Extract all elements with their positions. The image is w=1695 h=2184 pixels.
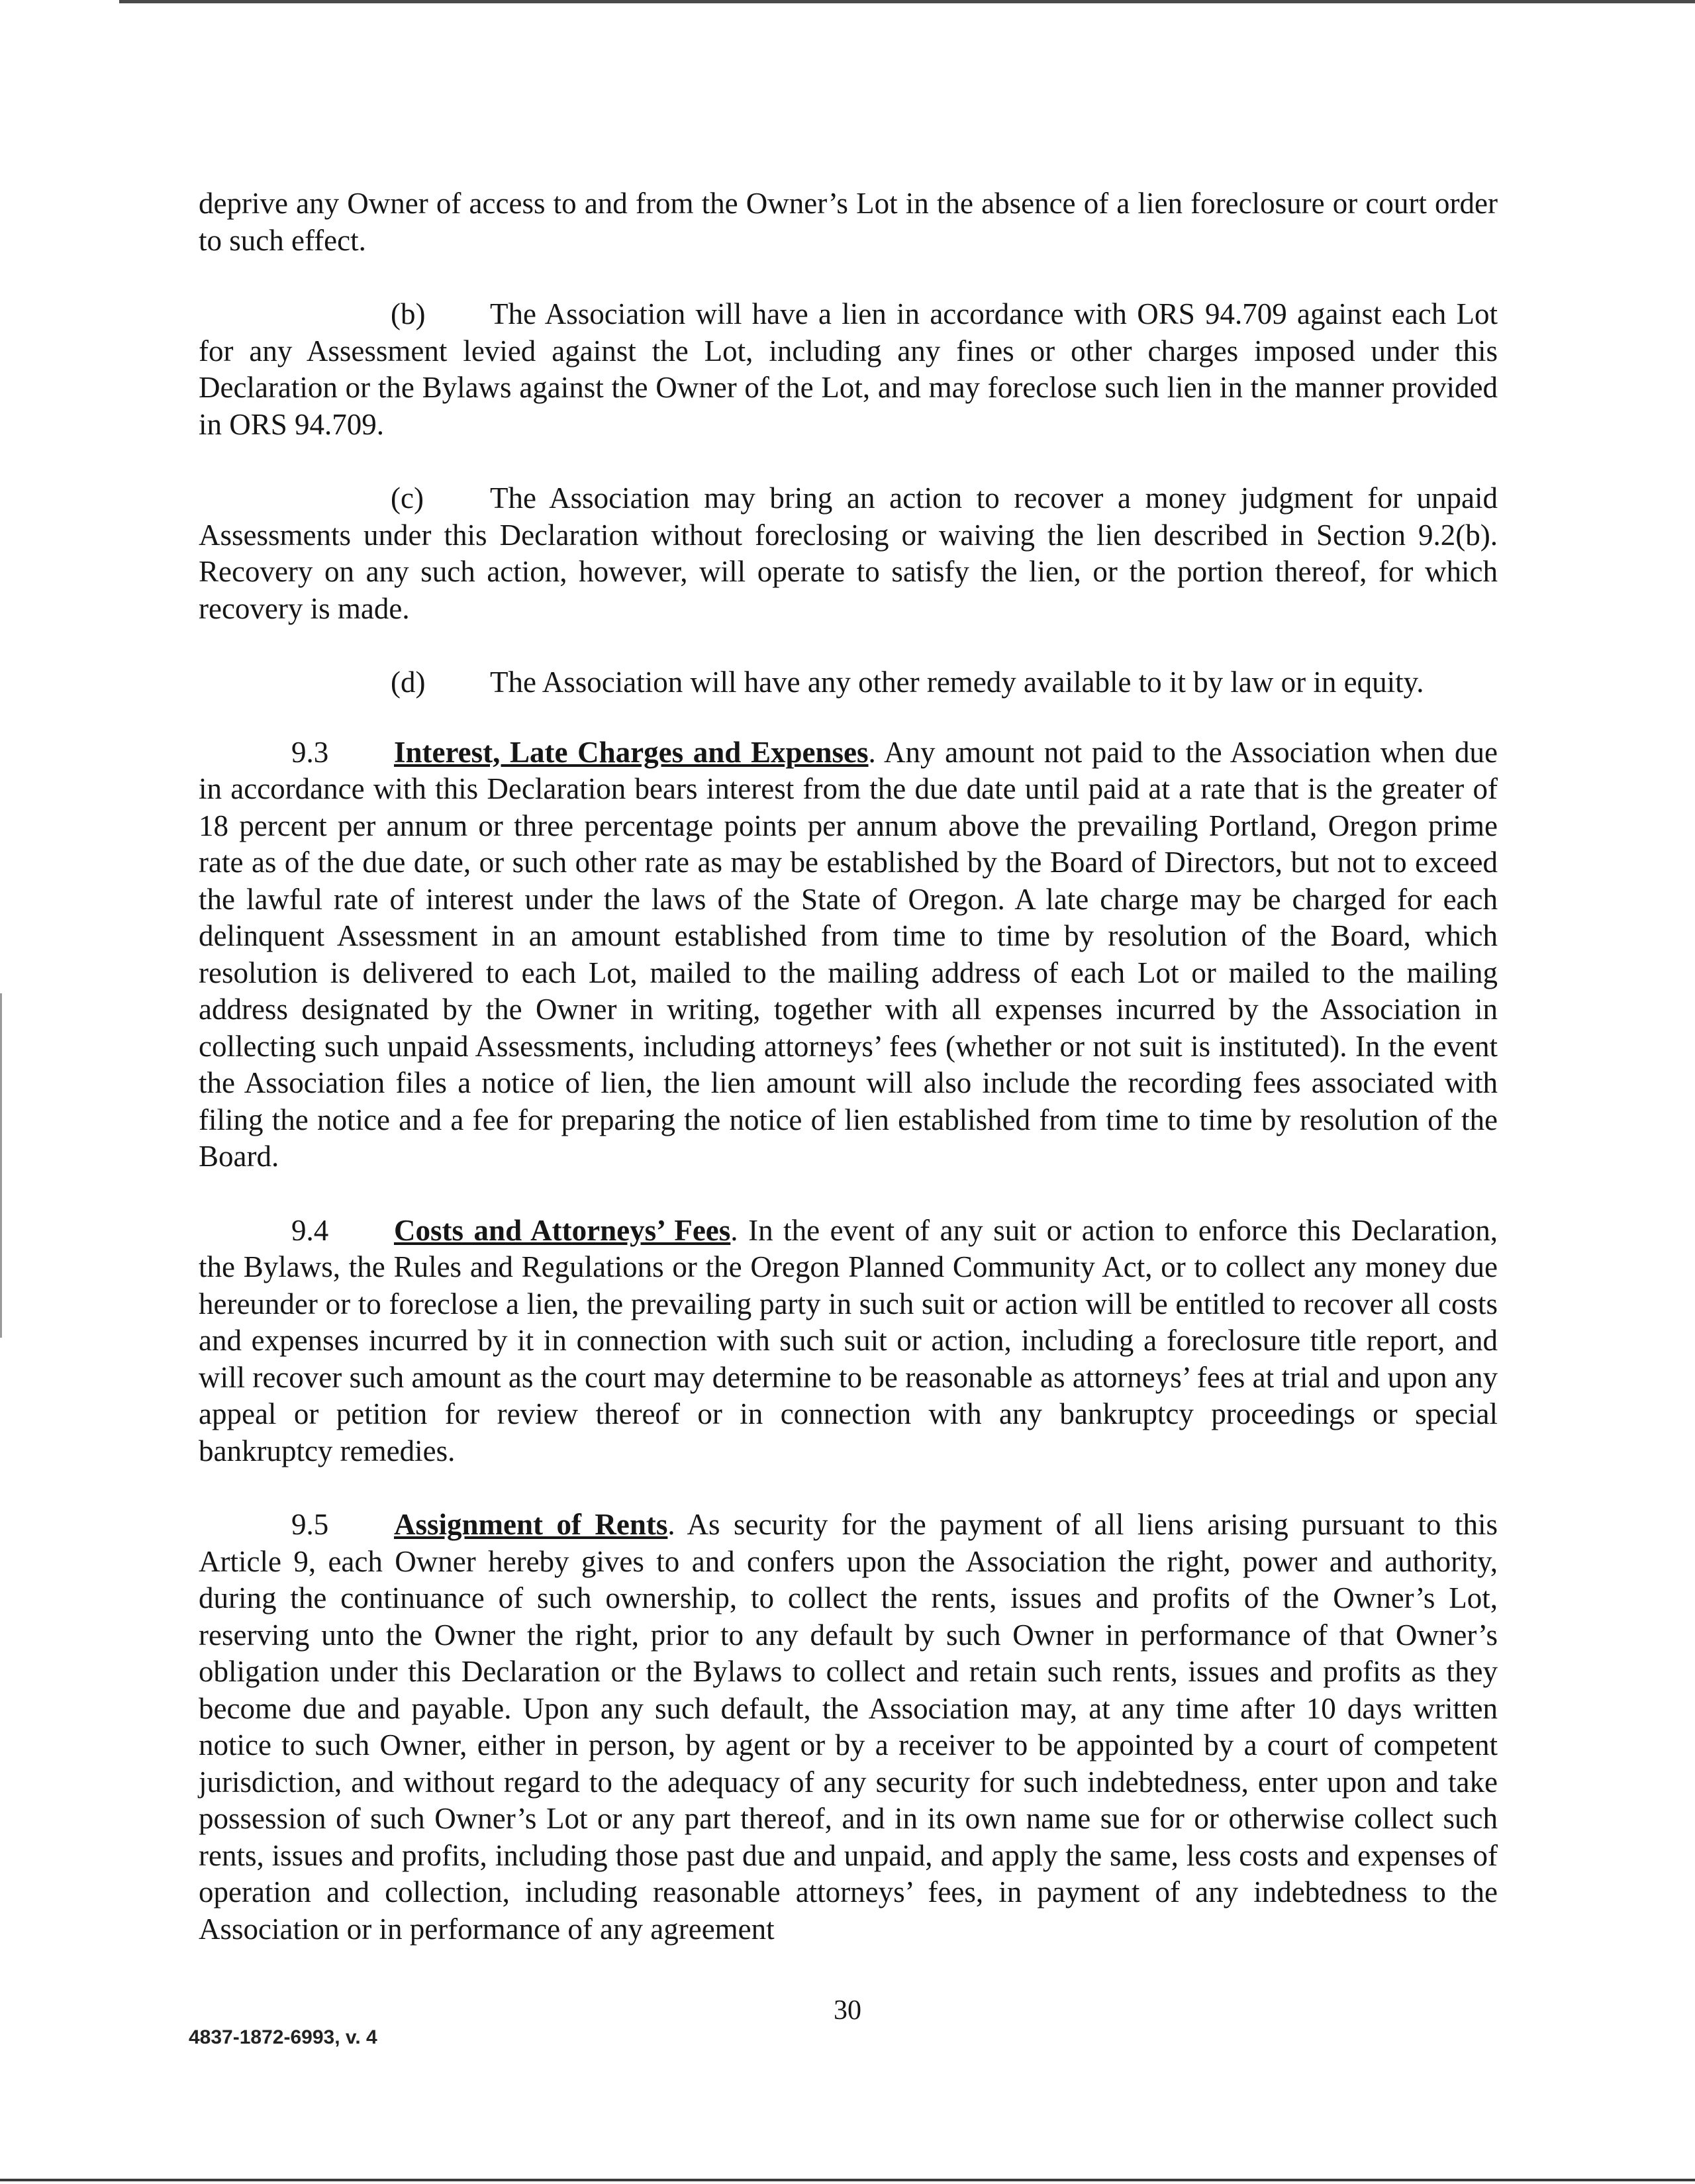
- document-id: 4837-1872-6993, v. 4: [189, 2026, 377, 2048]
- subsection-b-text: The Association will have a lien in accordance with ORS 94.709 against each Lot for any Assessment levied against the Lot, including any fines or other charges imposed under this Declaration or the Bylaws against the Owner of the Lot, and may foreclose such lien in the manner provided in ORS 94.709.: [199, 297, 1498, 441]
- continuation-paragraph: deprive any Owner of access to and from the Owner’s Lot in the absence of a lien foreclosure or court order to such effect.: [199, 187, 1498, 257]
- section-heading: Costs and Attorneys’ Fees: [394, 1213, 731, 1247]
- subsection-d: [199, 664, 1498, 701]
- section-number: 9.5: [291, 1508, 329, 1541]
- section-heading: Interest, Late Charges and Expenses: [394, 735, 869, 769]
- section-9-4: [199, 1213, 1498, 1470]
- subsection-b-label: (b): [391, 297, 426, 330]
- subsection-c-label: (c): [391, 481, 424, 515]
- page-number: 30: [834, 1995, 861, 2026]
- document-body: [199, 185, 1498, 1948]
- subsection-d-label: (d): [391, 666, 426, 699]
- scan-edge-left: [0, 993, 2, 1338]
- scan-border-bottom: [0, 2179, 1695, 2181]
- section-9-3: [199, 734, 1498, 1175]
- section-heading: Assignment of Rents: [394, 1508, 668, 1541]
- section-text: . Any amount not paid to the Association when due in accordance with this Declaration bears interest from the due date until paid at a rate that is the greater of 18 percent per annum or three percentage points per annum above the prevailing Portland, Oregon prime rate as of the due date, or such other rate as may be established by the Board of Directors, but not to exceed the lawful rate of interest under the laws of the State of Oregon. A late charge may be charged for each delinquent Assessment in an amount established from time to time by resolution of the Board, which resolution is delivered to each Lot, mailed to the mailing address of each Lot or mailed to the mailing address designated by the Owner in writing, together with all expenses incurred by the Association in collecting such unpaid Assessments, including attorneys’ fees (whether or not suit is instituted). In the event the Association files a notice of lien, the lien amount will also include the recording fees associated with filing the notice and a fee for preparing the notice of lien established from time to time by resolution of the Board.: [199, 735, 1498, 1173]
- subsection-c-text: The Association may bring an action to recover a money judgment for unpaid Assessments under this Declaration without foreclosing or waiving the lien described in Section 9.2(b). Recovery on any such action, however, will operate to satisfy the lien, or the portion thereof, for which recovery is made.: [199, 481, 1498, 625]
- subsection-d-text: The Association will have any other remedy available to it by law or in equity.: [490, 666, 1424, 699]
- section-text: . In the event of any suit or action to enforce this Declaration, the Bylaws, the Rules and Regulations or the Oregon Planned Community Act, or to collect any money due hereunder or to foreclose a lien, the prevailing party in such suit or action will be entitled to recover all costs and expenses incurred by it in connection with such suit or action, including a foreclosure title report, and will recover such amount as the court may determine to be reasonable as attorneys’ fees at trial and upon any appeal or petition for review thereof or in connection with any bankruptcy proceedings or special bankruptcy remedies.: [199, 1213, 1498, 1467]
- section-number: 9.4: [291, 1213, 329, 1247]
- subsection-b: [199, 296, 1498, 443]
- subsection-c: [199, 480, 1498, 627]
- section-number: 9.3: [291, 735, 329, 769]
- section-text: . As security for the payment of all liens arising pursuant to this Article 9, each Owner hereby gives to and confers upon the Association the right, power and authority, during the continuance of such ownership, to collect the rents, issues and profits of the Owner’s Lot, reserving unto the Owner the right, prior to any default by such Owner in performance of that Owner’s obligation under this Declaration or the Bylaws to collect and retain such rents, issues and profits as they become due and payable. Upon any such default, the Association may, at any time after 10 days written notice to such Owner, either in person, by agent or by a receiver to be appointed by a court of competent jurisdiction, and without regard to the adequacy of any security for such indebtedness, enter upon and take possession of such Owner’s Lot or any part thereof, and in its own name sue for or otherwise collect such rents, issues and profits, including those past due and unpaid, and apply the same, less costs and expenses of operation and collection, including reasonable attorneys’ fees, in payment of any indebtedness to the Association or in performance of any agreement: [199, 1508, 1498, 1946]
- scan-border-top: [119, 0, 1695, 3]
- section-9-5: [199, 1507, 1498, 1948]
